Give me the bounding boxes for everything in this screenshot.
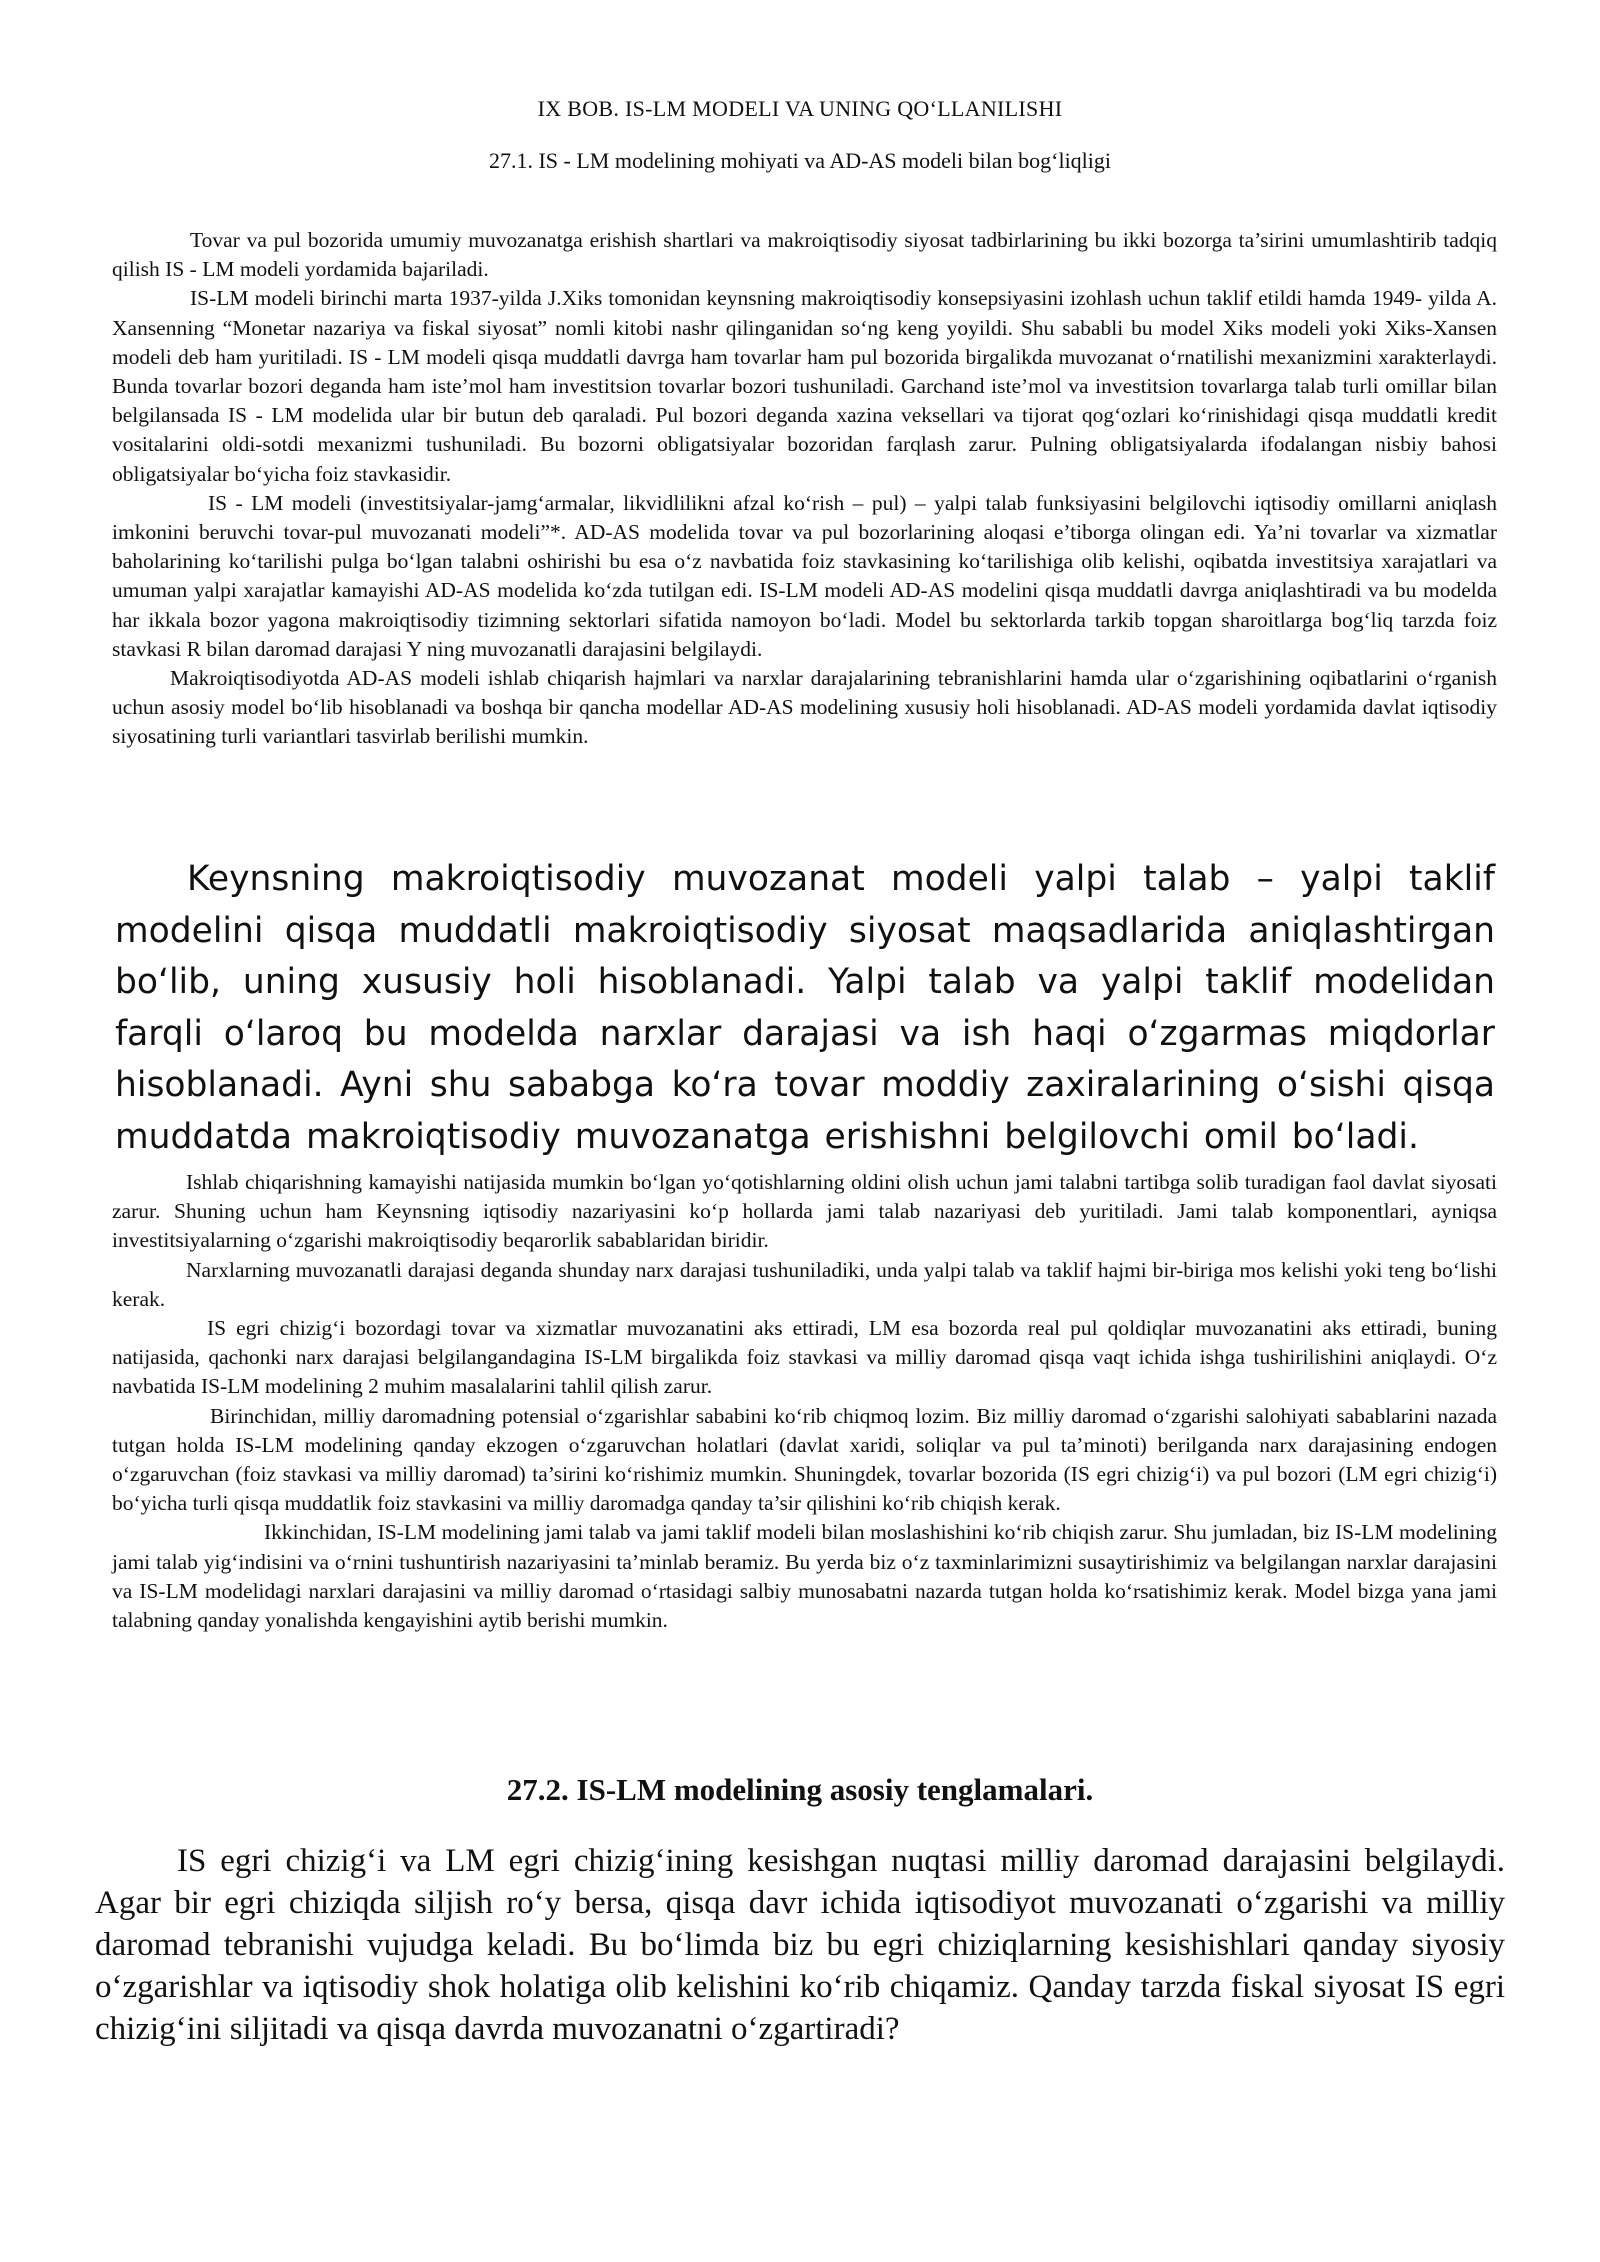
section-2-paragraph: IS egri chizig‘i va LM egri chizig‘ining kesishgan nuqtasi milliy daromad darajasini belgilaydi. Agar bir egri chiziqda siljish ro‘y bersa, qisqa davr ichida iqtisodiyot muvozanati o‘zgarishi va milliy daromad tebranishi vujudga keladi. Bu bo‘limda biz bu egri chiziqlarning kesishishlari qanday siyosiy o‘zgarishlar va iqtisodiy shok holatiga olib kelishini ko‘rib chiqamiz. Qanday tarzda fiskal siyosat IS egri chizig‘ini siljitadi va qisqa davrda muvozanatni o‘zgartiradi? (95, 1843, 1505, 2047)
section-title: 27.1. IS - LM modelining mohiyati va AD-AS modeli bilan bog‘liqligi (488, 148, 1112, 173)
callout-paragraph: Keynsning makroiqtisodiy muvozanat modeli yalpi talab – yalpi taklif modelini qisqa muddatli makroiqtisodiy siyosat maqsadlarida aniqlashtirgan bo‘lib, uning xususiy holi hisoblanadi. Yalpi talab va yalpi taklif modelidan farqli o‘laroq bu modelda narxlar darajasi va ish haqi o‘zgarmas miqdorlar hisoblanadi. Ayni shu sababga ko‘ra tovar moddiy zaxiralarining o‘sishi qisqa muddatda makroiqtisodiy muvozanatga erishishni belgilovchi omil bo‘ladi. (115, 859, 1495, 1157)
body-top (112, 226, 1497, 752)
paragraph: Birinchidan, milliy daromadning potensial o‘zgarishlar sababini ko‘rib chiqmoq lozim. Biz milliy daromad o‘zgarishi salohiyati sabablarini nazada tutgan holda IS-LM modelining qanday ekzogen o‘zgaruvchan holatlari (davlat xaridi, soliqlar va pul ta’minoti) berilganda narx darajasining endogen o‘zgaruvchan (foiz stavkasi va milliy daromad) ta’sirini ko‘rishimiz mumkin. Shuningdek, tovarlar bozorida (IS egri chizig‘i) va pul bozori (LM egri chizig‘i) bo‘yicha turli qisqa muddatlik foiz stavkasini va milliy daromadga qanday ta’sir qilishini ko‘rib chiqish kerak. (112, 1403, 1497, 1516)
paragraph: IS-LM modeli birinchi marta 1937-yilda J.Xiks tomonidan keynsning makroiqtisodiy konsepsiyasini izohlash uchun taklif etildi hamda 1949- yilda A. Xansenning “Monetar nazariya va fiskal siyosat” nomli kitobi nashr qilinganidan so‘ng keng yoyildi. Shu sababli bu model Xiks modeli yoki Xiks-Xansen modeli deb ham yuritiladi. IS - LM modeli qisqa muddatli davrga ham tovarlar ham pul bozorida birgalikda muvozanat o‘rnatilishi mexanizmini xarakterlaydi. Bunda tovarlar bozori deganda ham iste’mol ham investitsion tovarlar bozori tushuniladi. Garchand iste’mol va investitsion tovarlarga talab turli omillar bilan belgilansada IS - LM modelida ular bir butun deb qaraladi. Pul bozori deganda xazina veksellari va tijorat qog‘ozlari ko‘rinishidagi qisqa muddatli kredit vositalarini oldi-sotdi mexanizmi tushuniladi. Bu bozorni obligatsiyalar bozoridan farqlash zarur. Pulning obligatsiyalarda ifodalangan nisbiy bahosi obligatsiyalar bo‘yicha foiz stavkasidir. (112, 286, 1497, 486)
section-2-title: 27.2. IS-LM modelining asosiy tenglamalari. (506, 1772, 1094, 1807)
paragraph: Narxlarning muvozanatli darajasi deganda shunday narx darajasi tushuniladiki, unda yalpi talab va taklif hajmi bir-biriga mos kelishi yoki teng bo‘lishi kerak. (112, 1257, 1497, 1311)
chapter-title: IX BOB. IS-LM MODELI VA UNING QO‘LLANILISHI (537, 96, 1063, 121)
paragraph: Tovar va pul bozorida umumiy muvozanatga erishish shartlari va makroiqtisodiy siyosat tadbirlarining bu ikki bozorga ta’sirini umumlashtirib tadqiq qilish IS - LM modeli yordamida bajariladi. (112, 228, 1497, 282)
paragraph: Makroiqtisodiyotda AD-AS modeli ishlab chiqarish hajmlari va narxlar darajalarining tebranishlarini hamda ular o‘zgarishining oqibatlarini o‘rganish uchun asosiy model bo‘lib hisoblanadi va boshqa bir qancha modellar AD-AS modelining xususiy holi hisoblanadi. AD-AS modeli yordamida davlat iqtisodiy siyosatining turli variantlari tasvirlab berilishi mumkin. (112, 666, 1497, 749)
paragraph: Ikkinchidan, IS-LM modelining jami talab va jami taklif modeli bilan moslashishini ko‘rib chiqish zarur. Shu jumladan, biz IS-LM modelining jami talab yig‘indisini va o‘rnini tushuntirish nazariyasini ta’minlab beramiz. Bu yerda biz o‘z taxminlarimizni susaytirishimiz va belgilangan narxlar darajasini va IS-LM modelidagi narxlari darajasini va milliy daromad o‘rtasidagi salbiy munosabatni nazarda tutgan holda ko‘rsatishimiz kerak. Model bizga yana jami talabning qanday yonalishda kengayishini aytib berishi mumkin. (112, 1520, 1497, 1633)
paragraph: IS - LM modeli (investitsiyalar-jamg‘armalar, likvidlilikni afzal ko‘rish – pul) – yalpi talab funksiyasini belgilovchi iqtisodiy omillarni aniqlash imkonini beruvchi tovar-pul muvozanati modeli”*. AD-AS modelida tovar va pul bozorlarining aloqasi e’tiborga olingan edi. Ya’ni tovarlar va xizmatlar baholarining ko‘tarilishi pulga bo‘lgan talabni oshirishi bu esa o‘z navbatida foiz stavkasining ko‘tarilishiga olib kelishi, oqibatda investitsiya xarajatlari va umuman yalpi xarajatlar kamayishi AD-AS modelida ko‘zda tutilgan edi. IS-LM modeli AD-AS modelini qisqa muddatli davrga aniqlashtiradi va bu modelda har ikkala bozor yagona makroiqtisodiy tizimning sektorlari sifatida namoyon bo‘ladi. Model bu sektorlarda tarkib topgan sharoitlarga bog‘liq tarzda foiz stavkasi R bilan daromad darajasi Y ning muvozanatli darajasini belgilaydi. (112, 490, 1497, 661)
paragraph: Ishlab chiqarishning kamayishi natijasida mumkin bo‘lgan yo‘qotishlarning oldini olish uchun jami talabni tartibga solib turadigan faol davlat siyosati zarur. Shuning uchun ham Keynsning iqtisodiy nazariyasini ko‘p hollarda jami talab nazariyasi deb yuritiladi. Jami talab komponentlari, ayniqsa investitsiyalarning o‘zgarishi makroiqtisodiy beqarorlik sabablaridan biridir. (112, 1170, 1497, 1253)
paragraph: IS egri chizig‘i bozordagi tovar va xizmatlar muvozanatini aks ettiradi, LM esa bozorda real pul qoldiqlar muvozanatini aks ettiradi, buning natijasida, qachonki narx darajasi belgilangandagina IS-LM birgalikda foiz stavkasi va milliy daromad qisqa vaqt ichida ishga tushirilishini aniqlaydi. O‘z navbatida IS-LM modelining 2 muhim masalalarini tahlil qilish zarur. (112, 1316, 1497, 1399)
body-bottom (112, 1168, 1497, 1635)
